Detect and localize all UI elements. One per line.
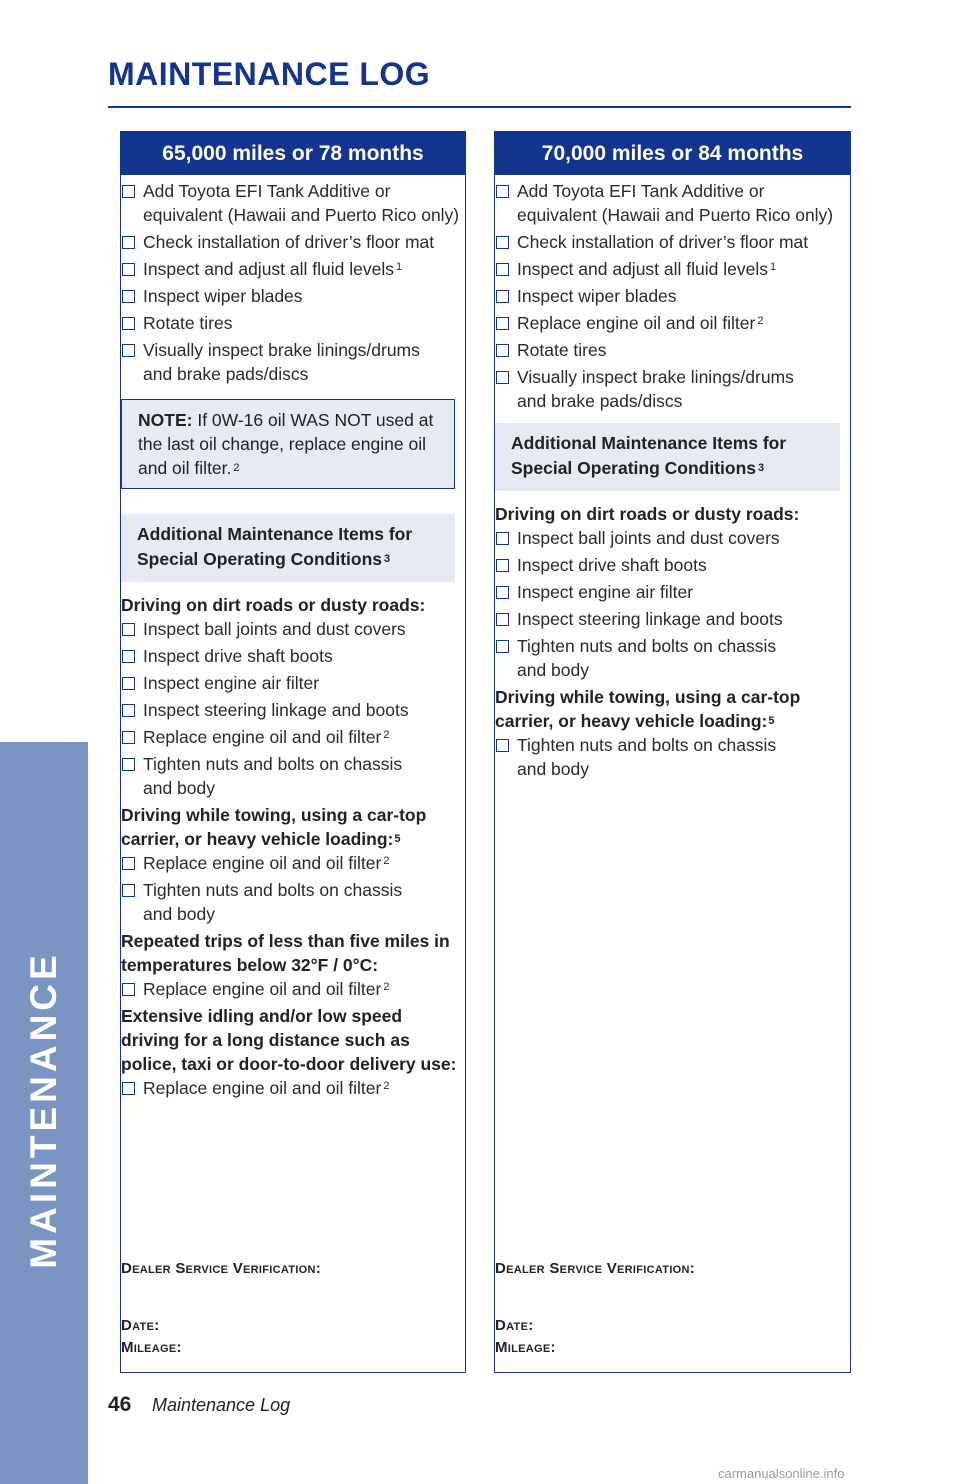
checklist-item <box>121 617 465 641</box>
checkbox[interactable] <box>496 236 509 249</box>
checkbox[interactable] <box>122 263 135 276</box>
checklist-item-label: Replace engine oil and oil filter <box>143 853 382 873</box>
checklist-item <box>495 526 850 550</box>
checklist-item-label: Rotate tires <box>517 340 607 360</box>
checklist-item-label: Inspect engine air filter <box>517 582 694 602</box>
watermark: carmanualsonline.info <box>718 1466 845 1481</box>
checkbox[interactable] <box>122 650 135 663</box>
checkbox[interactable] <box>496 344 509 357</box>
checklist-item-label: Inspect steering linkage and boots <box>517 609 783 629</box>
checklist-item-label: Replace engine oil and oil filter <box>143 979 382 999</box>
checklist-item-label: Inspect steering linkage and boots <box>143 700 409 720</box>
footnote-ref: 3 <box>384 553 391 565</box>
checklist-item <box>121 1076 465 1100</box>
checkbox[interactable] <box>496 185 509 198</box>
mileage-label: Mileage: <box>495 1339 556 1356</box>
checklist-item-label: Inspect drive shaft boots <box>143 646 333 666</box>
checklist-item <box>121 752 465 800</box>
checkbox[interactable] <box>496 739 509 752</box>
checklist-item <box>121 338 465 386</box>
date-label: Date: <box>495 1317 534 1334</box>
checkbox[interactable] <box>496 371 509 384</box>
checkbox[interactable] <box>496 559 509 572</box>
condition-heading-text: Driving on dirt roads or dusty roads: <box>121 595 426 615</box>
note-text: If 0W-16 oil WAS NOT used at the last oil change, replace engine oil and oil filter. <box>138 410 434 478</box>
column-header: 65,000 miles or 78 months <box>121 132 465 175</box>
footnote-ref: 2 <box>383 855 390 867</box>
condition-heading <box>121 803 465 851</box>
title-divider <box>108 106 851 108</box>
checkbox[interactable] <box>122 704 135 717</box>
checklist-item <box>495 553 850 577</box>
checklist-item-label: Inspect wiper blades <box>517 286 677 306</box>
condition-heading <box>121 1004 465 1076</box>
footnote-ref: 2 <box>233 462 240 474</box>
checkbox[interactable] <box>496 290 509 303</box>
dealer-verification-label: Dealer Service Verification: <box>121 1260 322 1277</box>
side-tab-label: MAINTENANCE <box>23 951 64 1269</box>
checkbox[interactable] <box>122 185 135 198</box>
checklist-item-label-cont: and brake pads/discs <box>517 391 683 411</box>
page-title: MAINTENANCE LOG <box>108 56 431 92</box>
footer-section-title: Maintenance Log <box>152 1395 291 1415</box>
condition-heading-text: Repeated trips of less than five miles in temperatures below 32°F / 0°C: <box>121 931 450 975</box>
checklist-item-label-cont: equivalent (Hawaii and Puerto Rico only) <box>517 205 834 225</box>
checkbox[interactable] <box>122 236 135 249</box>
checklist-item-label: Tighten nuts and bolts on chassis <box>143 754 403 774</box>
footnote-ref: 5 <box>394 833 401 845</box>
checklist-item-label: Add Toyota EFI Tank Additive or <box>517 181 765 201</box>
checklist-item-label: Check installation of driver’s floor mat <box>143 232 435 252</box>
checklist-item <box>121 284 465 308</box>
checklist-item <box>495 634 850 682</box>
checkbox[interactable] <box>122 344 135 357</box>
footnote-ref: 3 <box>758 462 765 474</box>
checklist-item <box>121 230 465 254</box>
column-header: 70,000 miles or 84 months <box>495 132 850 175</box>
condition-heading-text: Driving while towing, using a car-top carrier, or heavy vehicle loading: <box>121 805 427 849</box>
checklist-item <box>495 284 850 308</box>
checklist-item <box>495 311 850 335</box>
checklist-item-label: Inspect wiper blades <box>143 286 303 306</box>
additional-items-box <box>121 514 455 582</box>
condition-heading <box>121 593 465 617</box>
condition-heading-text: Driving while towing, using a car-top carrier, or heavy vehicle loading: <box>495 687 801 731</box>
checkbox[interactable] <box>122 677 135 690</box>
footnote-ref: 1 <box>395 261 403 273</box>
checklist-item-label: Tighten nuts and bolts on chassis <box>517 735 777 755</box>
checklist-item <box>121 257 465 281</box>
checklist-item-label: Rotate tires <box>143 313 233 333</box>
checklist-item <box>495 607 850 631</box>
checklist-item-label: Replace engine oil and oil filter <box>143 727 382 747</box>
additional-items-title: Additional Maintenance Items for Special Operating Conditions <box>137 524 413 569</box>
footnote-ref: 2 <box>383 1080 390 1092</box>
checklist-item-label: Visually inspect brake linings/drums <box>517 367 794 387</box>
checkbox[interactable] <box>122 1082 135 1095</box>
checklist-item-label-cont: and body <box>517 759 590 779</box>
checkbox[interactable] <box>122 290 135 303</box>
checklist-item-label: Inspect ball joints and dust covers <box>517 528 780 548</box>
checklist-item-label-cont: equivalent (Hawaii and Puerto Rico only) <box>143 205 460 225</box>
interval-column-65k <box>120 131 466 1373</box>
checkbox[interactable] <box>122 317 135 330</box>
checklist-item-label: Check installation of driver’s floor mat <box>517 232 809 252</box>
note-box <box>121 399 455 489</box>
checkbox[interactable] <box>496 586 509 599</box>
checklist-item-label-cont: and body <box>143 904 216 924</box>
page-number: 46 <box>108 1393 132 1416</box>
checklist-item <box>121 851 465 875</box>
mileage-label: Mileage: <box>121 1339 182 1356</box>
checklist-item <box>121 644 465 668</box>
footnote-ref: 1 <box>769 261 777 273</box>
dealer-verification-label: Dealer Service Verification: <box>495 1260 696 1277</box>
condition-heading-text: Extensive idling and/or low speed driving for a long distance such as police, taxi or door-to-door delivery use: <box>121 1006 457 1074</box>
checklist-item <box>121 878 465 926</box>
checklist-item <box>495 230 850 254</box>
checkbox[interactable] <box>496 317 509 330</box>
interval-column-70k <box>494 131 851 1373</box>
condition-heading <box>495 502 850 526</box>
checklist-item <box>121 977 465 1001</box>
checklist-item-label: Inspect and adjust all fluid levels <box>143 259 394 279</box>
condition-heading <box>121 929 465 977</box>
checkbox[interactable] <box>122 884 135 897</box>
condition-heading-text: Driving on dirt roads or dusty roads: <box>495 504 800 524</box>
additional-items-title: Additional Maintenance Items for Special Operating Conditions <box>511 433 787 478</box>
checklist-item <box>121 179 465 227</box>
checklist-item-label: Inspect engine air filter <box>143 673 320 693</box>
checklist-item-label: Replace engine oil and oil filter <box>517 313 756 333</box>
checklist-item-label-cont: and brake pads/discs <box>143 364 309 384</box>
checkbox[interactable] <box>122 623 135 636</box>
footnote-ref: 2 <box>757 315 764 327</box>
footnote-ref: 2 <box>383 729 390 741</box>
checkbox[interactable] <box>122 758 135 771</box>
column-body <box>121 175 465 1100</box>
checklist-item-label: Add Toyota EFI Tank Additive or <box>143 181 391 201</box>
checklist-item <box>121 725 465 749</box>
checkbox[interactable] <box>496 640 509 653</box>
checklist-item <box>495 365 850 413</box>
checkbox[interactable] <box>122 983 135 996</box>
checklist-item <box>495 257 850 281</box>
footnote-ref: 5 <box>768 715 775 727</box>
checkbox[interactable] <box>122 857 135 870</box>
footnote-ref: 2 <box>383 981 390 993</box>
checklist-item <box>495 733 850 781</box>
checkbox[interactable] <box>122 731 135 744</box>
checklist-item <box>495 580 850 604</box>
checklist-item-label: Visually inspect brake linings/drums <box>143 340 420 360</box>
date-label: Date: <box>121 1317 160 1334</box>
checklist-item-label: Inspect ball joints and dust covers <box>143 619 406 639</box>
checklist-item-label: Tighten nuts and bolts on chassis <box>143 880 403 900</box>
checklist-item-label: Inspect drive shaft boots <box>517 555 707 575</box>
checklist-item-label: Replace engine oil and oil filter <box>143 1078 382 1098</box>
checklist-item <box>121 671 465 695</box>
checklist-item-label-cont: and body <box>143 778 216 798</box>
checklist-item-label: Inspect and adjust all fluid levels <box>517 259 768 279</box>
note-label: NOTE: <box>138 410 193 430</box>
checkbox[interactable] <box>496 613 509 626</box>
condition-heading <box>495 685 850 733</box>
checkbox[interactable] <box>496 263 509 276</box>
checklist-item-label-cont: and body <box>517 660 590 680</box>
checklist-item-label: Tighten nuts and bolts on chassis <box>517 636 777 656</box>
additional-items-box <box>495 423 840 491</box>
checkbox[interactable] <box>496 532 509 545</box>
column-body <box>495 175 850 781</box>
checklist-item <box>121 698 465 722</box>
checklist-item <box>495 338 850 362</box>
side-section-tab <box>0 742 88 1484</box>
checklist-item <box>495 179 850 227</box>
checklist-item <box>121 311 465 335</box>
